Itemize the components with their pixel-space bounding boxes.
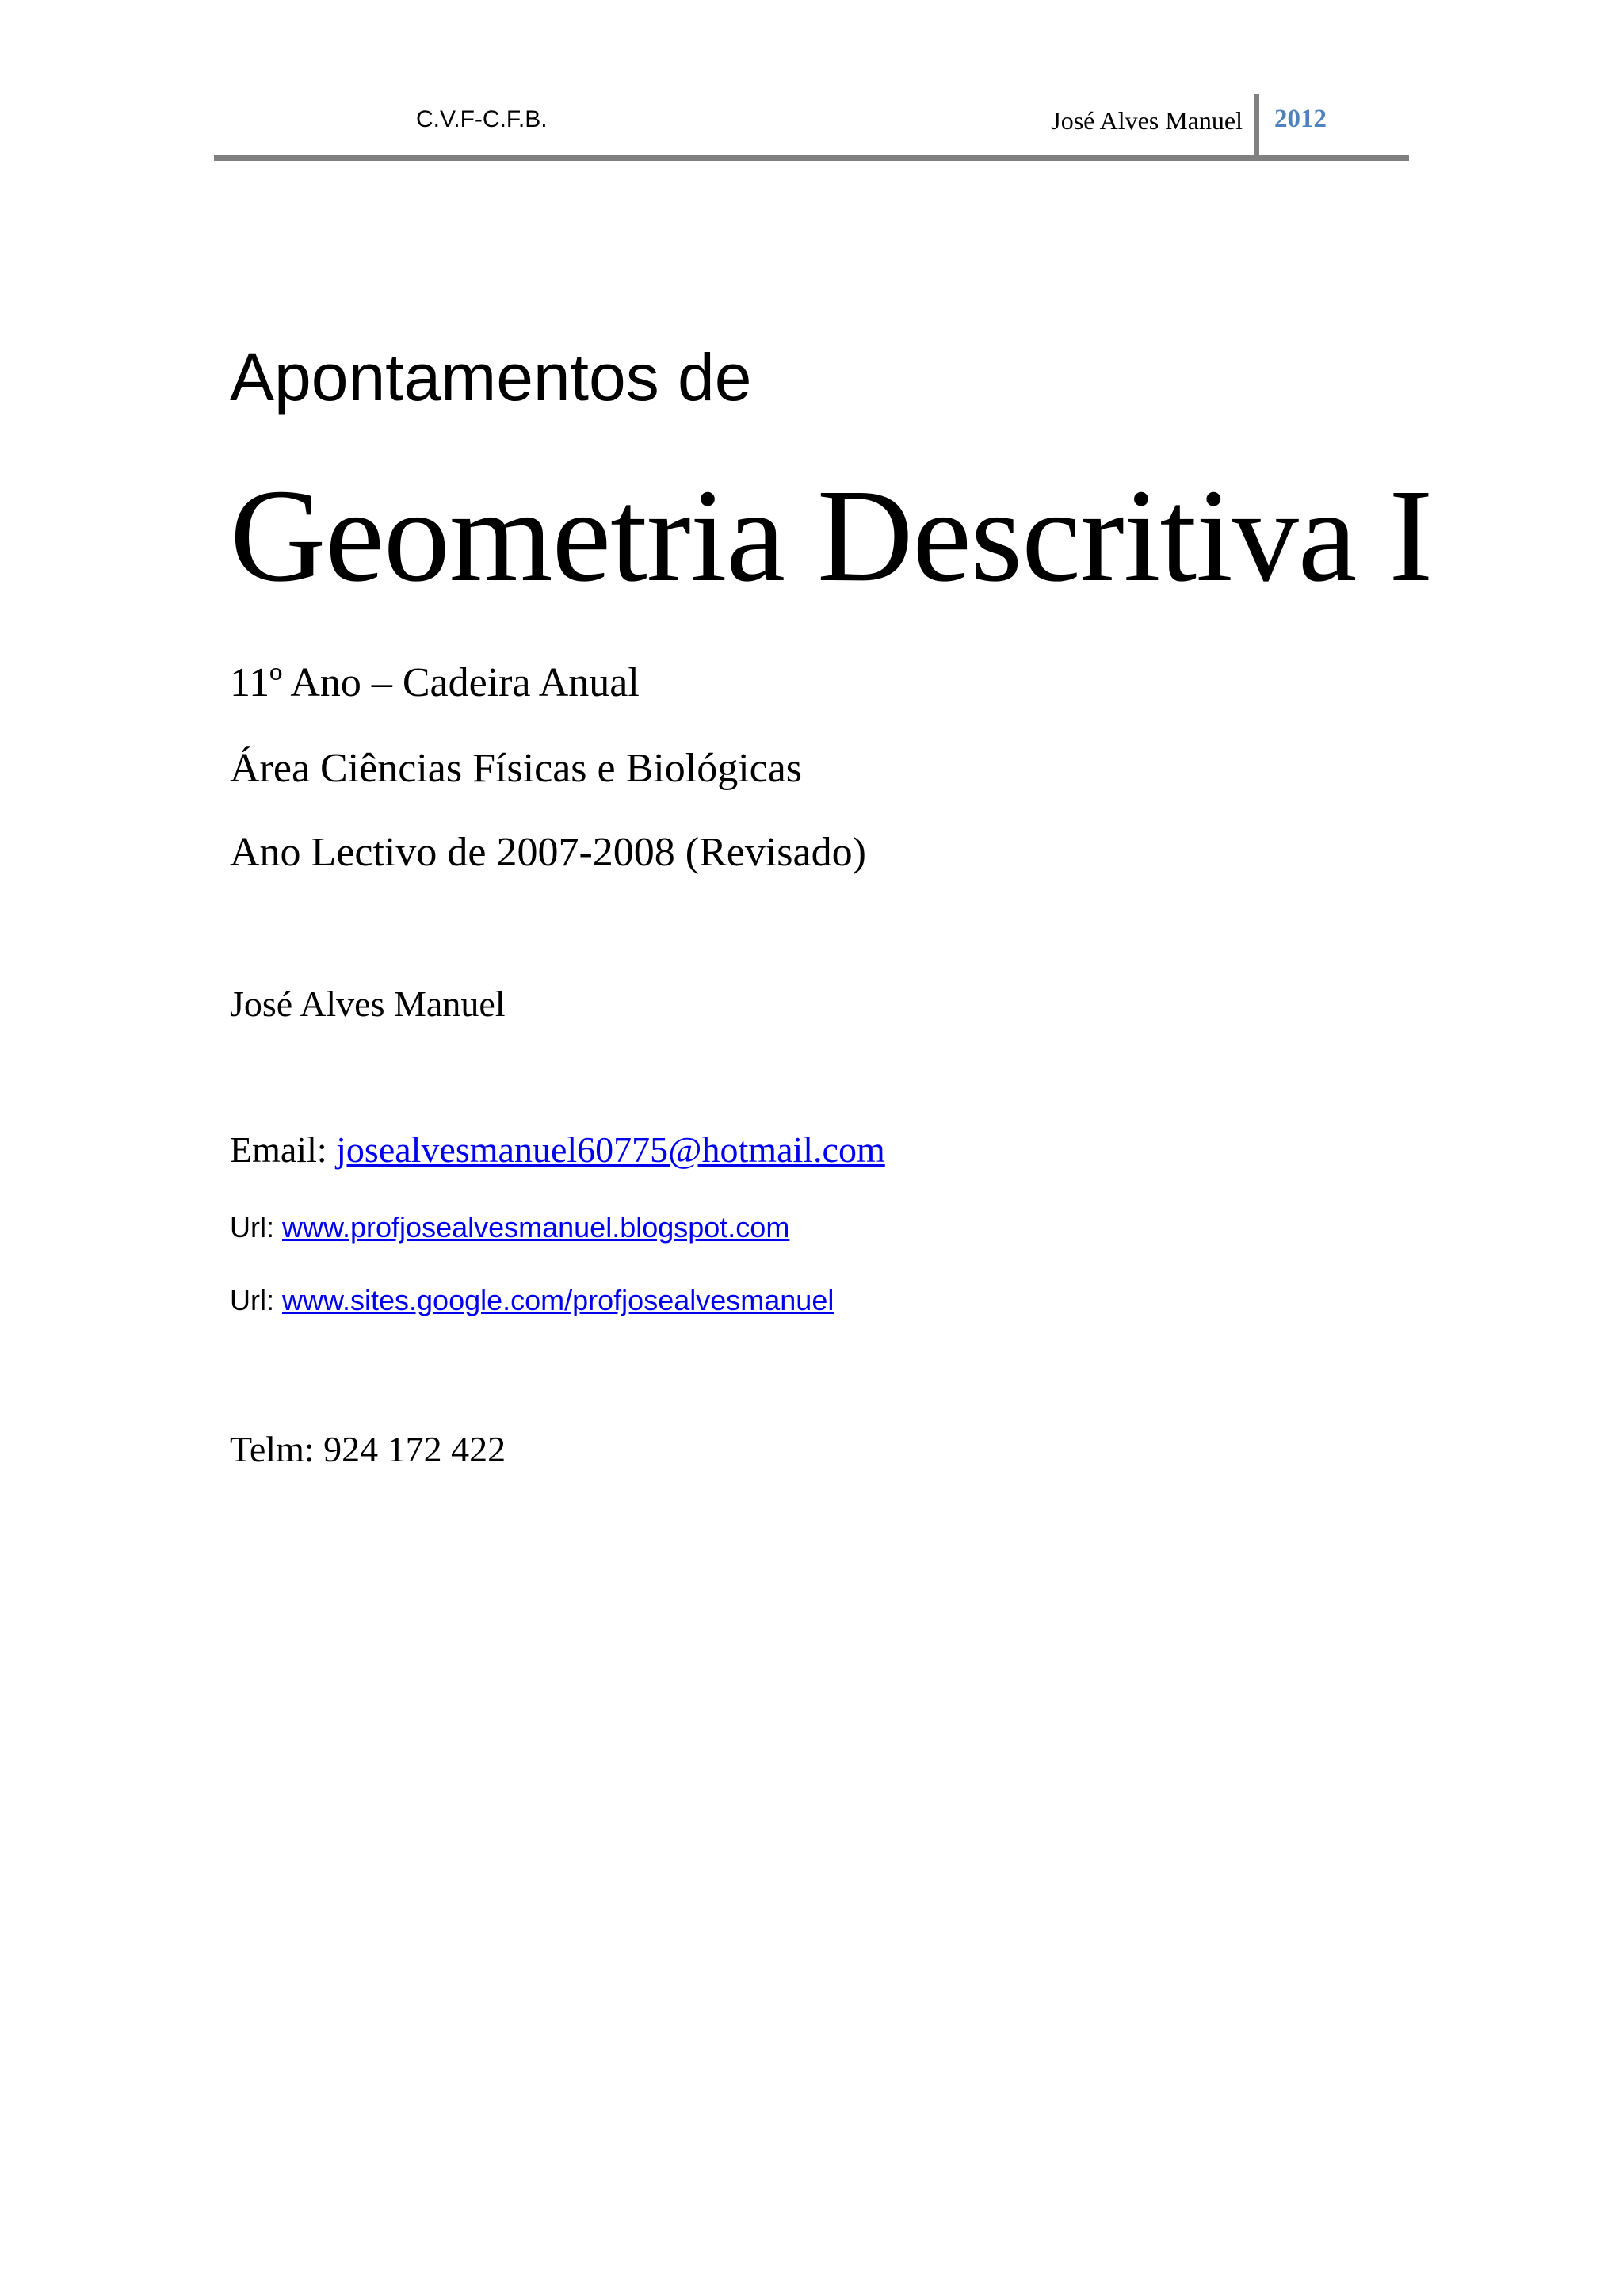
email-link[interactable]: josealvesmanuel60775@hotmail.com (336, 1129, 885, 1170)
info-line-year: Ano Lectivo de 2007-2008 (Revisado) (230, 830, 866, 875)
header-institution: C.V.F-C.F.B. (416, 106, 548, 132)
phone-number: Telm: 924 172 422 (230, 1429, 506, 1469)
main-title: Geometria Descritiva I (230, 462, 1433, 609)
author-name: José Alves Manuel (230, 984, 506, 1024)
pre-title: Apontamentos de (230, 340, 752, 415)
email-row (230, 1129, 885, 1171)
header-rule (214, 155, 1409, 161)
url-row-sites (230, 1284, 834, 1317)
info-line-grade: 11º Ano – Cadeira Anual (230, 660, 640, 705)
info-line-area: Área Ciências Físicas e Biológicas (230, 746, 803, 791)
url-row-blog (230, 1211, 789, 1244)
url-label: Url: (230, 1211, 282, 1244)
url-link-sites[interactable]: www.sites.google.com/profjosealvesmanuel (282, 1284, 834, 1316)
email-label: Email: (230, 1129, 337, 1170)
header-year: 2012 (1274, 105, 1327, 133)
url-label: Url: (230, 1284, 282, 1316)
header-divider (1254, 94, 1259, 157)
page-header (214, 94, 1409, 159)
header-author: José Alves Manuel (1051, 106, 1243, 135)
url-link-blog[interactable]: www.profjosealvesmanuel.blogspot.com (282, 1211, 790, 1244)
